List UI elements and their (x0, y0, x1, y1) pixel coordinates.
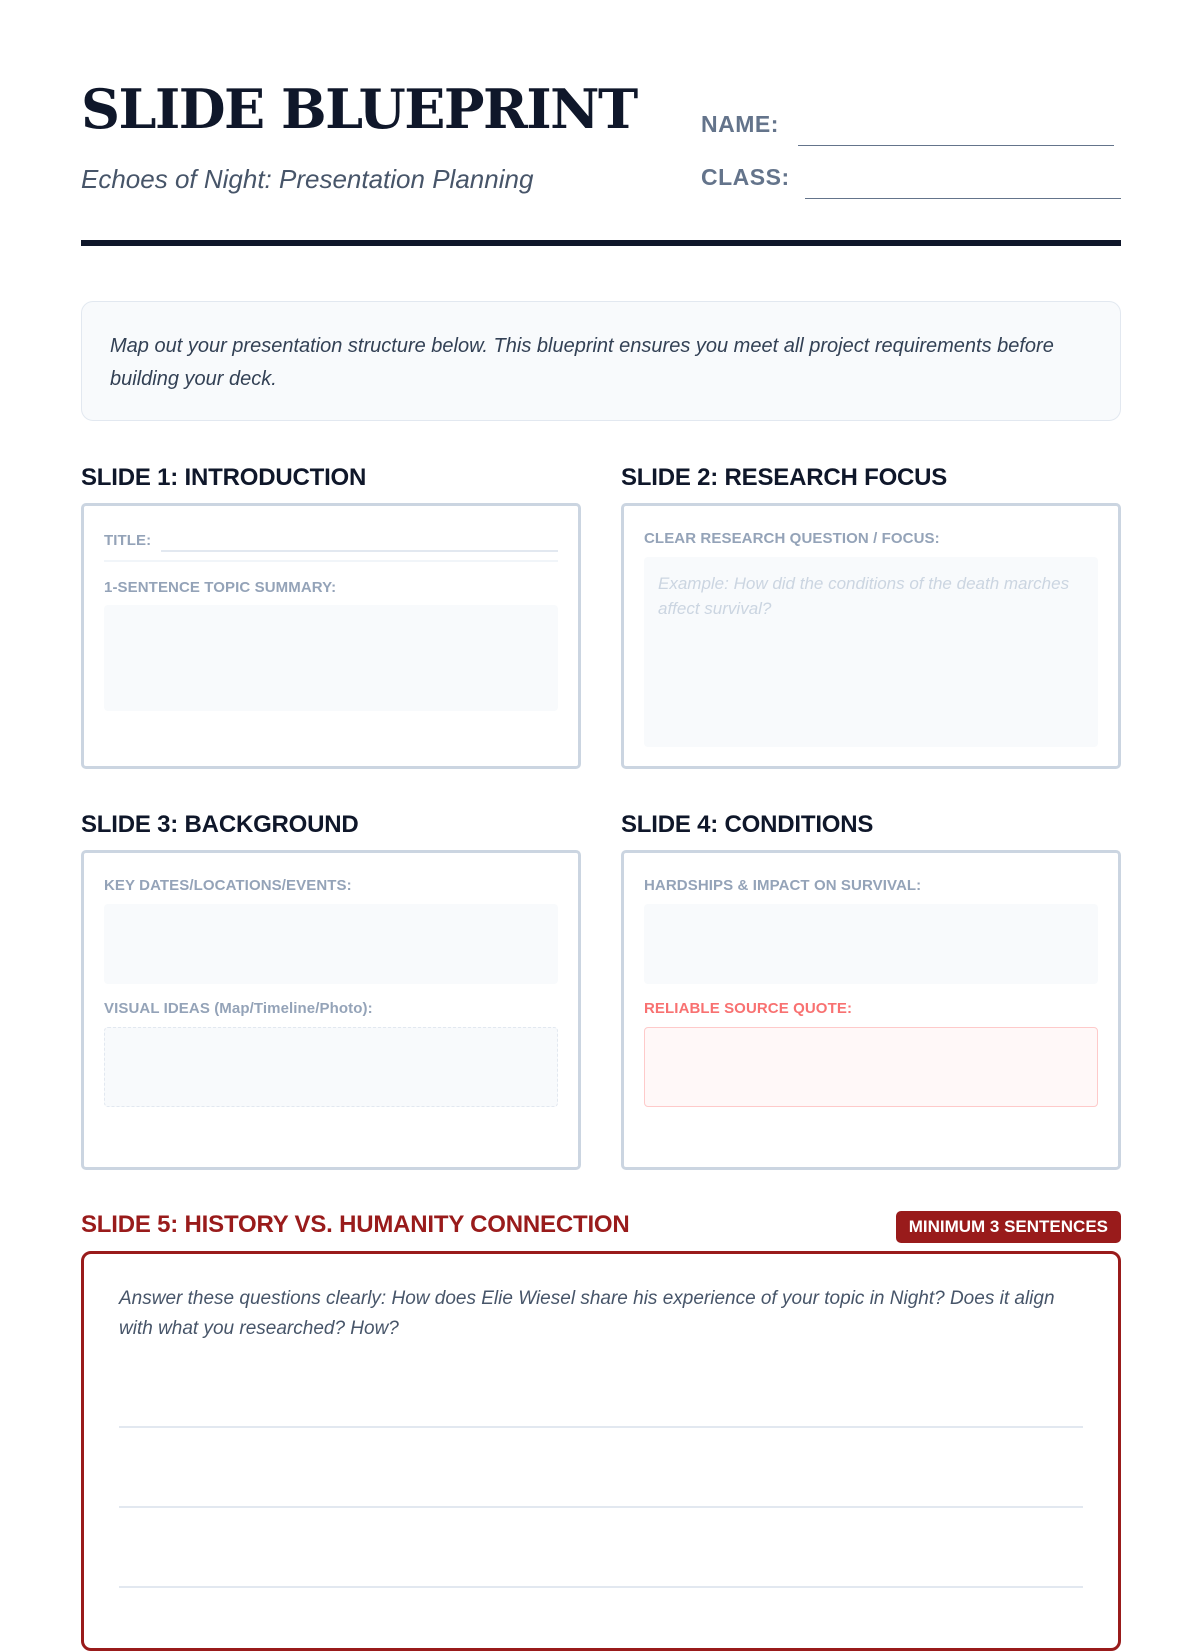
visual-ideas-label: VISUAL IDEAS (Map/Timeline/Photo): (104, 1000, 373, 1017)
summary-input-area[interactable] (104, 605, 558, 711)
slide-3-card (81, 850, 581, 1170)
slide-2-card (621, 503, 1121, 769)
name-input-line[interactable] (798, 145, 1114, 147)
research-question-label: CLEAR RESEARCH QUESTION / FOCUS: (644, 530, 940, 547)
worksheet-page (81, 0, 1121, 1600)
slide-5-heading: SLIDE 5: HISTORY VS. HUMANITY CONNECTION (81, 1211, 630, 1238)
minimum-sentences-badge: MINIMUM 3 SENTENCES (896, 1211, 1121, 1243)
title-field-label: TITLE: (104, 532, 152, 549)
class-field[interactable] (701, 159, 1121, 199)
research-question-input[interactable] (644, 557, 1098, 747)
name-label: NAME: (701, 111, 779, 137)
source-quote-input[interactable] (644, 1027, 1098, 1107)
slide-2-heading: SLIDE 2: RESEARCH FOCUS (621, 464, 948, 491)
title-input-line[interactable] (161, 550, 558, 552)
slide-1-heading: SLIDE 1: INTRODUCTION (81, 464, 367, 491)
slide-4-card (621, 850, 1121, 1170)
answer-line[interactable] (119, 1586, 1083, 1588)
key-dates-label: KEY DATES/LOCATIONS/EVENTS: (104, 877, 352, 894)
answer-line[interactable] (119, 1426, 1083, 1428)
slide-4-heading: SLIDE 4: CONDITIONS (621, 811, 874, 838)
slide-1-card (81, 503, 581, 769)
instructions-text: Map out your presentation structure below. This blueprint ensures you meet all project requirements before building your deck. (110, 335, 1054, 390)
page-title: SLIDE BLUEPRINT (81, 77, 637, 141)
hardships-label: HARDSHIPS & IMPACT ON SURVIVAL: (644, 877, 922, 894)
slide-5-prompt: Answer these questions clearly: How does Elie Wiesel share his experience of your topic in Night? Does it align with what you researched? How? (119, 1288, 1055, 1339)
key-dates-input[interactable] (104, 904, 558, 984)
instructions-box (81, 301, 1121, 421)
hardships-input[interactable] (644, 904, 1098, 984)
source-quote-label: RELIABLE SOURCE QUOTE: (644, 1000, 853, 1017)
class-input-line[interactable] (805, 198, 1121, 200)
slide-3-heading: SLIDE 3: BACKGROUND (81, 811, 359, 838)
summary-field-label: 1-SENTENCE TOPIC SUMMARY: (104, 579, 337, 596)
answer-line[interactable] (119, 1506, 1083, 1508)
research-question-placeholder: Example: How did the conditions of the death marches affect survival? (658, 574, 1070, 618)
page-subtitle: Echoes of Night: Presentation Planning (81, 164, 534, 194)
name-field[interactable] (701, 106, 1121, 146)
visual-ideas-input[interactable] (104, 1027, 558, 1107)
title-divider (104, 560, 558, 562)
header-divider (81, 240, 1121, 246)
slide-5-card (81, 1251, 1121, 1651)
class-label: CLASS: (701, 164, 790, 190)
